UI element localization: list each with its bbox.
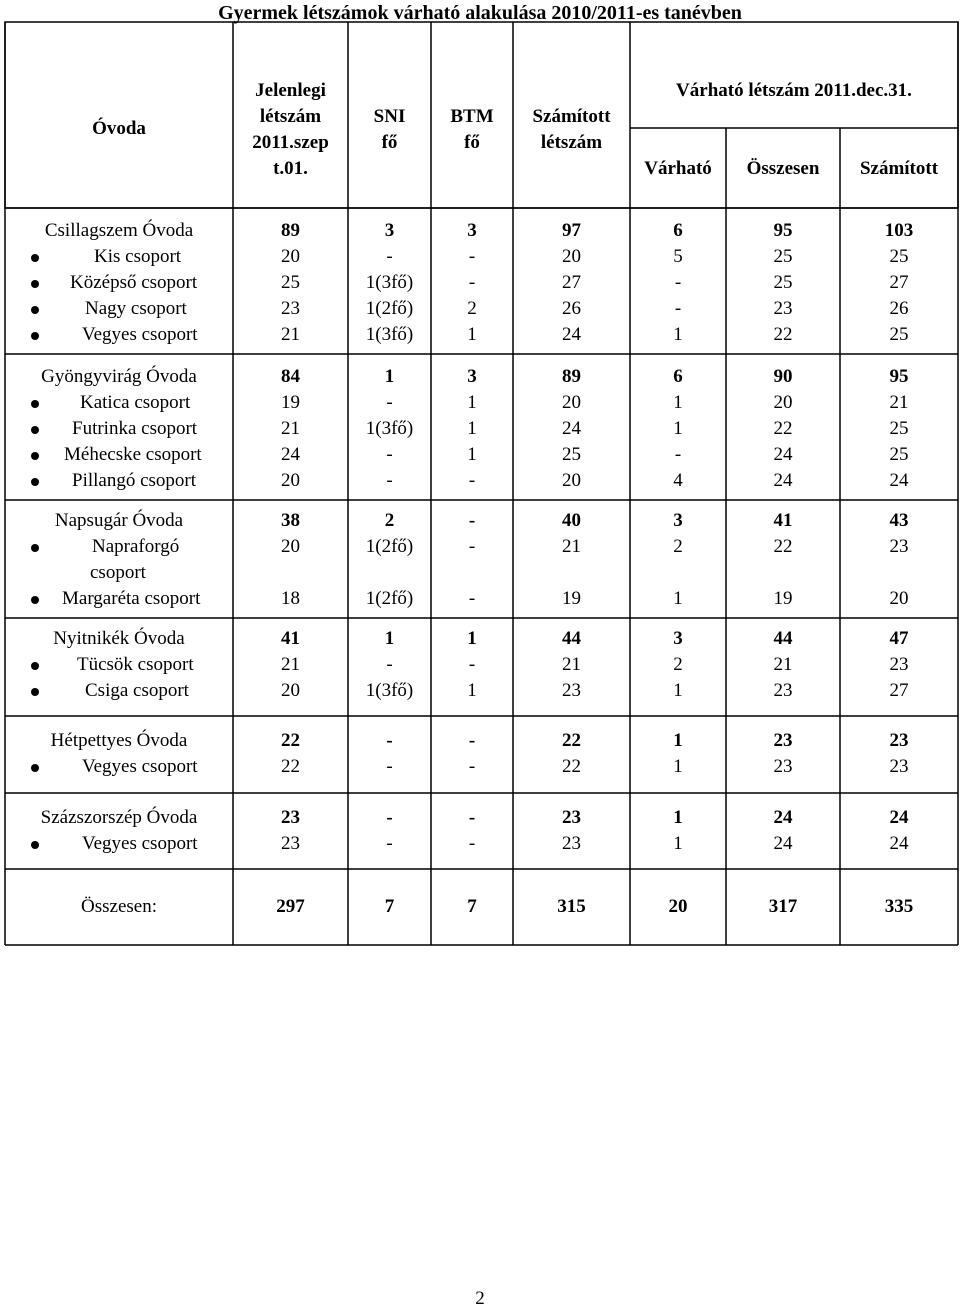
table-cell: 1(2fő) <box>365 298 414 319</box>
table-cell: 19 <box>562 588 581 609</box>
kindergarten-name: Napsugár Óvoda <box>54 510 184 531</box>
table-cell: 23 <box>889 730 909 751</box>
table-cell: 95 <box>773 220 793 241</box>
table-cell: 24 <box>889 833 909 854</box>
table-cell: 24 <box>562 418 581 439</box>
kindergarten-name: Nyitnikék Óvoda <box>53 628 185 649</box>
table-cell: 1 <box>673 418 683 439</box>
header-varhato-group: Várható létszám 2011.dec.31. <box>676 80 912 101</box>
table-cell: 20 <box>773 392 793 413</box>
table-cell: 24 <box>773 833 793 854</box>
table-cell: - <box>386 470 393 491</box>
bullet-icon <box>31 688 39 696</box>
header-jelenlegi-4: t.01. <box>273 158 308 179</box>
header-szamitott-1: Számított <box>532 106 611 127</box>
header-szamitott2: Számított <box>859 158 939 179</box>
table-cell: 22 <box>773 536 793 557</box>
table-cell: 1 <box>384 366 395 387</box>
table-cell: 21 <box>281 654 300 675</box>
kindergarten-name: Százszorszép Óvoda <box>40 807 198 828</box>
table-cell: 1(2fő) <box>365 588 414 609</box>
table-cell: - <box>386 756 393 777</box>
bullet-icon <box>31 306 39 314</box>
table-cell: 21 <box>281 324 300 345</box>
table-cell: 3 <box>467 366 477 387</box>
group-label: Margaréta csoport <box>62 588 201 609</box>
group-label: Méhecske csoport <box>64 444 202 465</box>
total-cell: 20 <box>668 896 688 917</box>
table-cell: 2 <box>384 510 395 531</box>
table-cell: 26 <box>562 298 581 319</box>
table-cell: 23 <box>281 298 300 319</box>
page-title: Gyermek létszámok várható alakulása 2010/2011-es tanévben <box>218 2 742 24</box>
bullet-icon <box>31 544 39 552</box>
header-sni-1: SNI <box>373 106 406 127</box>
table-cell: - <box>468 833 476 854</box>
table-cell: - <box>468 588 476 609</box>
table-cell: 25 <box>889 444 909 465</box>
table-cell: 1 <box>673 680 683 701</box>
table-cell: 95 <box>889 366 909 387</box>
table-cell: 84 <box>281 366 300 387</box>
table-cell: 19 <box>773 588 793 609</box>
table-cell: 1 <box>384 628 395 649</box>
table-cell: 25 <box>889 418 909 439</box>
table-cell: 1 <box>467 324 477 345</box>
table-cell: - <box>386 730 393 751</box>
bullet-icon <box>31 662 39 670</box>
bullet-icon <box>31 478 39 486</box>
table-cell: 6 <box>673 366 683 387</box>
group-label: Futrinka csoport <box>72 418 198 439</box>
table-cell: 1(3fő) <box>365 324 414 345</box>
table-cell: 21 <box>889 392 909 413</box>
table-cell: 3 <box>384 220 395 241</box>
table-cell: 1(2fő) <box>365 536 414 557</box>
total-cell: 315 <box>557 896 586 917</box>
table-cell: 25 <box>773 272 793 293</box>
table-cell: 1 <box>673 833 683 854</box>
table-cell: 26 <box>889 298 909 319</box>
table-cell: 1 <box>467 392 477 413</box>
table-cell: 21 <box>562 536 581 557</box>
table-cell: 3 <box>673 628 683 649</box>
table-cell: 20 <box>562 246 581 267</box>
table-cell: 3 <box>673 510 683 531</box>
bullet-icon <box>31 332 39 340</box>
table-cell: 1 <box>467 680 477 701</box>
table-cell: 89 <box>562 366 581 387</box>
bullet-icon <box>31 426 39 434</box>
group-label: Vegyes csoport <box>82 833 198 854</box>
table-cell: 40 <box>562 510 581 531</box>
header-btm-1: BTM <box>450 106 494 127</box>
table-cell: - <box>468 536 476 557</box>
table-cell: 38 <box>281 510 300 531</box>
total-cell: 297 <box>276 896 305 917</box>
table-cell: 1 <box>673 756 683 777</box>
table-cell: 24 <box>773 470 793 491</box>
kindergarten-name: Csillagszem Óvoda <box>44 220 194 241</box>
table-cell: - <box>386 654 393 675</box>
table-cell: 1 <box>673 324 683 345</box>
table-cell: - <box>468 654 476 675</box>
table-cell: 22 <box>281 730 300 751</box>
table-cell: - <box>674 298 682 319</box>
table-cell: 27 <box>889 272 909 293</box>
table-cell: 19 <box>281 392 300 413</box>
table-cell: 1 <box>673 588 683 609</box>
table-cell: 21 <box>773 654 793 675</box>
group-label: Kis csoport <box>94 246 182 267</box>
table-cell: 97 <box>562 220 581 241</box>
table-cell: 1 <box>673 730 683 751</box>
table-cell: 41 <box>773 510 793 531</box>
bullet-icon <box>31 254 39 262</box>
table-cell: 44 <box>773 628 793 649</box>
table-cell: 89 <box>281 220 300 241</box>
table-cell: 23 <box>281 807 300 828</box>
header-jelenlegi-3: 2011.szep <box>252 132 329 153</box>
table-cell: 2 <box>673 536 683 557</box>
header-osszesen: Összesen <box>746 158 820 179</box>
table-cell: - <box>386 444 393 465</box>
table-cell: 24 <box>889 470 909 491</box>
table-cell: - <box>386 807 393 828</box>
table-cell: 24 <box>773 807 793 828</box>
table-cell: 4 <box>673 470 683 491</box>
table-cell: 1 <box>673 807 683 828</box>
group-label: Csiga csoport <box>85 680 189 701</box>
table-cell: 90 <box>773 366 793 387</box>
header-szamitott-2: létszám <box>540 132 603 153</box>
table-cell: 2 <box>467 298 477 319</box>
bullet-icon <box>31 596 39 604</box>
total-label: Összesen: <box>81 896 157 917</box>
group-label: Napraforgó <box>92 536 180 557</box>
table-cell: 18 <box>281 588 300 609</box>
table-cell: - <box>468 510 476 531</box>
table-cell: 5 <box>673 246 683 267</box>
table-cell: - <box>386 246 393 267</box>
table-cell: 20 <box>889 588 909 609</box>
table-cell: 23 <box>562 680 581 701</box>
bullet-icon <box>31 764 39 772</box>
group-label: Vegyes csoport <box>82 756 198 777</box>
group-label: Nagy csoport <box>85 298 187 319</box>
table-cell: 1(3fő) <box>365 418 414 439</box>
table-cell: 20 <box>562 392 581 413</box>
table-cell: 20 <box>281 536 300 557</box>
table-cell: 20 <box>281 470 300 491</box>
table-cell: 2 <box>673 654 683 675</box>
table-cell: 21 <box>281 418 300 439</box>
table-cell: 23 <box>562 833 581 854</box>
table-cell: - <box>674 272 682 293</box>
table-cell: 103 <box>884 220 914 241</box>
table-cell: 23 <box>562 807 581 828</box>
table-cell: 24 <box>562 324 581 345</box>
table-cell: 25 <box>562 444 581 465</box>
total-cell: 317 <box>768 896 798 917</box>
group-label: Vegyes csoport <box>82 324 198 345</box>
header-sni-2: fő <box>381 132 398 153</box>
bullet-icon <box>31 280 39 288</box>
table-cell: 23 <box>773 756 793 777</box>
table-cell: 25 <box>281 272 300 293</box>
kindergarten-name: Gyöngyvirág Óvoda <box>41 366 197 387</box>
table-cell: 1 <box>467 628 477 649</box>
bullet-icon <box>31 400 39 408</box>
table-cell: - <box>468 730 476 751</box>
table-cell: 27 <box>889 680 909 701</box>
total-cell: 335 <box>884 896 914 917</box>
header-ovoda: Óvoda <box>92 118 146 139</box>
table-cell: 22 <box>281 756 300 777</box>
page-number: 2 <box>475 1288 485 1309</box>
table-cell: 23 <box>773 680 793 701</box>
bullet-icon <box>31 452 39 460</box>
group-label: Katica csoport <box>80 392 191 413</box>
table-cell: 43 <box>889 510 909 531</box>
table-cell: 24 <box>889 807 909 828</box>
table-cell: 27 <box>562 272 581 293</box>
table-cell: 25 <box>889 324 909 345</box>
table-cell: 22 <box>773 324 793 345</box>
kindergarten-name: Hétpettyes Óvoda <box>50 730 188 751</box>
table-cell: 44 <box>562 628 581 649</box>
group-label-continued: csoport <box>90 562 146 583</box>
group-label: Középső csoport <box>70 272 198 293</box>
table-cell: 22 <box>562 756 581 777</box>
bullet-icon <box>31 841 39 849</box>
table-cell: - <box>468 470 476 491</box>
table-cell: 6 <box>673 220 683 241</box>
table-cell: 1 <box>467 444 477 465</box>
table-cell: - <box>468 756 476 777</box>
table-cell: 23 <box>889 756 909 777</box>
table-cell: 47 <box>889 628 909 649</box>
header-jelenlegi-2: létszám <box>259 106 322 127</box>
table-cell: - <box>468 272 476 293</box>
table-cell: 1 <box>673 392 683 413</box>
group-label: Tücsök csoport <box>77 654 194 675</box>
table-cell: 24 <box>281 444 300 465</box>
table-cell: 20 <box>281 246 300 267</box>
table-cell: 22 <box>773 418 793 439</box>
header-jelenlegi-1: Jelenlegi <box>255 80 326 101</box>
table-cell: 24 <box>773 444 793 465</box>
table-cell: 1 <box>467 418 477 439</box>
table-cell: 25 <box>889 246 909 267</box>
header-varhato: Várható <box>644 158 712 179</box>
table-cell: 23 <box>889 654 909 675</box>
table-cell: 1(3fő) <box>365 680 414 701</box>
table-cell: 1(3fő) <box>365 272 414 293</box>
table-cell: 25 <box>773 246 793 267</box>
header-btm-2: fő <box>464 132 480 153</box>
table-cell: - <box>386 833 393 854</box>
table-cell: 23 <box>773 298 793 319</box>
group-label: Pillangó csoport <box>72 470 197 491</box>
total-cell: 7 <box>384 896 395 917</box>
table-cell: 20 <box>281 680 300 701</box>
table-cell: - <box>468 246 476 267</box>
table-cell: 23 <box>773 730 793 751</box>
table-cell: 23 <box>889 536 909 557</box>
table-cell: 41 <box>281 628 300 649</box>
total-cell: 7 <box>467 896 477 917</box>
table-cell: 20 <box>562 470 581 491</box>
table-cell: - <box>386 392 393 413</box>
table-cell: - <box>468 807 476 828</box>
table-cell: 22 <box>562 730 581 751</box>
table-cell: - <box>674 444 682 465</box>
table-cell: 21 <box>562 654 581 675</box>
table-cell: 3 <box>467 220 477 241</box>
table-cell: 23 <box>281 833 300 854</box>
